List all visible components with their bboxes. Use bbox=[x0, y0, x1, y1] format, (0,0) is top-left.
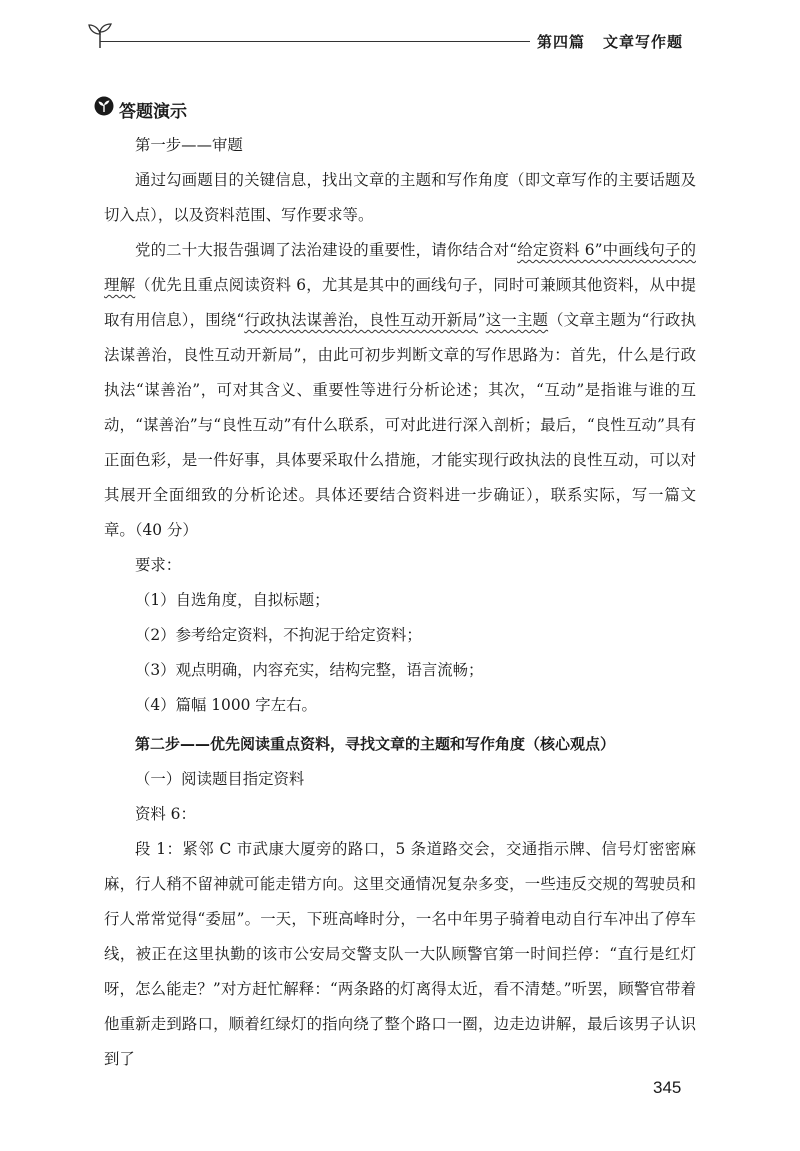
question-text: ” bbox=[477, 311, 486, 329]
header-title: 文章写作题 bbox=[603, 33, 684, 51]
question-text: （文章主题为“行政执法谋善治，良性互动开新局”，由此可初步判断文章的写作思路为：首先，什么是行政执法“谋善治”，可对其含义、重要性等进行分析论述；其次，“互动”是指谁与谁的互动，“谋善治”与“良性互动”有什么联系，可对此进行深入剖析；最后，“良性互动”具有正面色彩，是一件好事，具体要采取什么措施，才能实现行政执法的良性互动，可以对其展开全面细致的分析论述。具体还要结合资料进一步确证），联系实际，写一篇文章。（40 分） bbox=[104, 311, 696, 539]
underlined-theme: 行政执法谋善治，良性互动开新局 bbox=[244, 311, 478, 329]
page-number: 345 bbox=[653, 1078, 682, 1097]
step1-intro: 通过勾画题目的关键信息，找出文章的主题和写作角度（即文章写作的主要话题及切入点），以及资料范围、写作要求等。 bbox=[104, 171, 696, 224]
header-section: 第四篇 bbox=[537, 33, 586, 51]
leaf-bullet-icon bbox=[94, 96, 114, 116]
question-text: （优先且重点阅读资料 6，尤其是其中的画线句子，同时可兼顾其他资料，从中提取有用信息），围绕“ bbox=[104, 276, 696, 329]
requirement-item: （3）观点明确，内容充实，结构完整，语言流畅； bbox=[135, 661, 484, 679]
step1-title: 第一步——审题 bbox=[135, 136, 243, 154]
header-rule bbox=[100, 41, 530, 42]
requirements-title: 要求： bbox=[135, 556, 182, 574]
question-text: 党的二十大报告强调了法治建设的重要性，请你结合对“ bbox=[135, 241, 518, 259]
page-body bbox=[104, 128, 696, 1077]
running-header bbox=[537, 31, 683, 52]
step2-title: 第二步——优先阅读重点资料，寻找文章的主题和写作角度（核心观点） bbox=[135, 735, 616, 753]
material-paragraph: 段 1：紧邻 C 市武康大厦旁的路口，5 条道路交会，交通指示牌、信号灯密密麻麻，行人稍不留神就可能走错方向。这里交通情况复杂多变，一些违反交规的驾驶员和行人常常觉得“委屈”。一天，下班高峰时分，一名中年男子骑着电动自行车冲出了停车线，被正在这里执勤的该市公安局交警支队一大队顾警官第一时间拦停：“直行是红灯呀，怎么能走？”对方赶忙解释：“两条路的灯离得太近，看不清楚。”听罢，顾警官带着他重新走到路口，顺着红绿灯的指向绕了整个路口一圈，边走边讲解，最后该男子认识到了 bbox=[104, 840, 696, 1068]
step2-subheading: （一）阅读题目指定资料 bbox=[135, 770, 305, 788]
requirement-item: （4）篇幅 1000 字左右。 bbox=[135, 696, 317, 714]
sprout-icon bbox=[84, 22, 124, 50]
underlined-phrase: 这一主题 bbox=[485, 311, 549, 329]
section-heading: 答题演示 bbox=[119, 102, 187, 122]
requirement-item: （1）自选角度，自拟标题； bbox=[135, 591, 330, 609]
underlined-phrase: 给定资料 6”中画线句子的理解 bbox=[104, 241, 696, 294]
requirement-item: （2）参考给定资料，不拘泥于给定资料； bbox=[135, 626, 422, 644]
question-paragraph bbox=[104, 233, 696, 548]
material-label: 资料 6： bbox=[135, 805, 196, 823]
